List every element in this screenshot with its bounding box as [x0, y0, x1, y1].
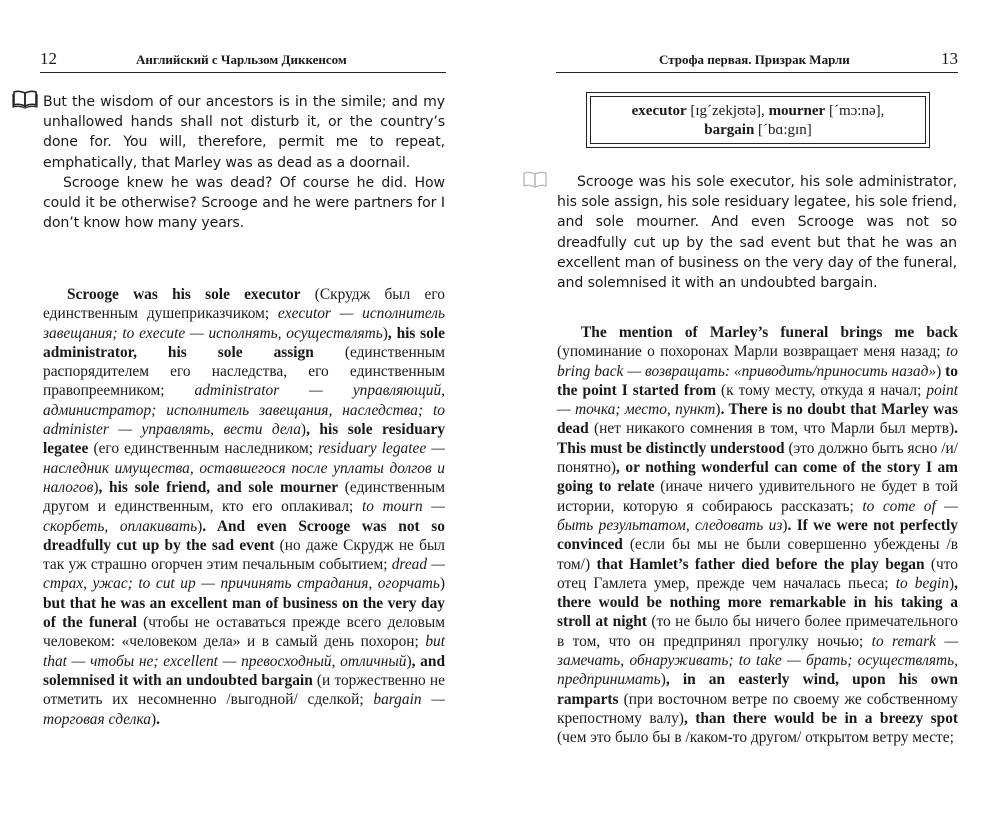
vocab-transcription: [ɪg´zekjʊtə],: [686, 103, 769, 119]
english-text-right: [557, 172, 957, 293]
vocab-transcription: [´bɑ:gɪn]: [754, 122, 812, 138]
vocabulary-box: [586, 92, 930, 148]
english-phrase: to the point I started from: [557, 362, 958, 399]
vocabulary-box-inner: [590, 96, 926, 144]
open-book-icon: [522, 170, 548, 195]
russian-gloss: (что отец Гамлета умер, прежде чем началась пьеса;: [557, 555, 958, 592]
russian-gloss: (единственным распорядителем его наследства, его единственным правопреемником;: [43, 343, 445, 400]
russian-gloss: ): [715, 401, 721, 419]
dictionary-note: residuary legatee — наследник имущества, оставшегося после уплаты долгов и налогов: [43, 440, 445, 496]
russian-gloss: (иначе ничего удивительного не будет в той истории, которую я собираюсь рассказать;: [557, 478, 958, 515]
english-phrase: The mention of Marley’s funeral brings me back: [581, 324, 958, 341]
english-phrase: , his sole residuary legatee: [43, 421, 446, 458]
vocab-word: executor: [631, 103, 687, 119]
russian-gloss: ): [382, 324, 388, 342]
russian-gloss: ): [936, 362, 942, 380]
english-paragraph: But the wisdom of our ancestors is in the simile; and my unhallowed hands shall not disturb it, or the country’s done for. You will, therefore, permit me to repeat, emphatically, that Marley was as dead as a doornail.: [43, 94, 445, 171]
russian-gloss: (и торжественно не отметить их несомненно /выгодной/ сделкой;: [43, 671, 445, 709]
page-number: 13: [941, 49, 958, 68]
english-phrase: , in an easterly wind, upon his own ramparts: [557, 671, 958, 708]
running-head-right: [556, 49, 958, 73]
russian-gloss: (чтобы не оставаться прежде всего деловым человеком: «человеком дела» и в самый день похорон;: [43, 614, 445, 651]
english-phrase: .: [156, 710, 160, 728]
russian-gloss: (если бы мы не были совершенно убеждены /в том/): [557, 536, 958, 573]
russian-gloss: (но даже Скрудж не был так уж страшно огорчен этим печальным событием;: [43, 536, 445, 574]
dictionary-note: bargain — торговая сделка: [43, 691, 446, 728]
english-phrase: Scrooge was his sole executor: [67, 286, 301, 303]
english-phrase: but that he was an excellent man of business on the very day of the funeral: [43, 594, 445, 632]
english-phrase: , or nothing wonderful can come of the story I am going to relate: [557, 459, 958, 496]
russian-gloss: (к тому месту, откуда я начал;: [716, 381, 927, 399]
russian-gloss: (его единственным наследником;: [88, 440, 319, 458]
russian-gloss: ): [782, 516, 788, 534]
russian-gloss: (Скрудж был его единственным душеприказчиком;: [43, 286, 445, 323]
russian-gloss: (нет никакого сомнения в том, что Марли был мертв): [588, 420, 955, 438]
dictionary-note: but that — чтобы не; excellent — превосходный, отличный: [43, 633, 445, 670]
english-paragraph: Scrooge knew he was dead? Of course he did. How could it be otherwise? Scrooge and he were partners for I don’t know how many years.: [43, 174, 445, 232]
english-phrase: . This must be distinctly understood: [557, 420, 958, 457]
dictionary-note: to mourn — скорбеть, оплакивать: [43, 498, 445, 535]
russian-gloss: (это должно быть ясно /и/ понятно): [557, 439, 958, 477]
english-phrase: that Hamlet’s father died before the play began: [590, 555, 925, 573]
english-phrase: , his sole administrator, his sole assign: [43, 324, 445, 361]
running-head-left: [40, 49, 446, 73]
russian-gloss: ): [93, 478, 99, 496]
vocab-transcription: [´mɔ:nə],: [825, 103, 885, 119]
english-paragraph: Scrooge was his sole executor, his sole administrator, his sole assign, his sole residuary legatee, his sole friend, and sole mourner. And even Scrooge was not so dreadfully cut up by the sad event but that he was an excellent man of business on the very day of the funeral, and solemnised it with an undoubted bargain.: [557, 174, 957, 292]
running-head-title: Английский с Чарльзом Диккенсом: [136, 52, 347, 67]
dictionary-note: executor — исполнитель завещания; to execute — исполнять, осуществлять: [43, 305, 445, 342]
russian-gloss: (то не было бы ничего более примечательного в том, что он предпринял прогулку ночью;: [557, 613, 958, 650]
dictionary-note: to come of — быть результатом, следовать из: [557, 497, 958, 534]
english-phrase: , there would be nothing more remarkable in his taking a stroll at night: [557, 574, 958, 631]
russian-gloss: (при восточном ветре по своему же собственному крепостному валу): [557, 690, 958, 727]
english-phrase: . There is no doubt that Marley was dead: [557, 401, 958, 438]
english-phrase: . If we were not perfectly convinced: [557, 516, 958, 554]
english-text-left: [43, 92, 445, 233]
russian-gloss: ): [150, 710, 157, 728]
english-phrase: , than there would be in a breezy spot: [683, 709, 959, 727]
commentary-paragraph: [43, 285, 445, 729]
dictionary-note: to bring back — возвращать: «приводить/приносить назад»: [557, 343, 958, 380]
russian-gloss: (единственным другом и единственным, кто его оплакивал;: [43, 478, 445, 516]
russian-gloss: (упоминание о похоронах Марли возвращает меня назад;: [557, 343, 947, 361]
russian-gloss: ): [660, 671, 666, 689]
dictionary-note: administrator — управляющий, администратор; исполнитель завещания, наследства; to administer — управлять, вести дела: [43, 382, 446, 439]
page-number: 12: [40, 49, 57, 68]
commentary-right: [557, 323, 958, 748]
english-phrase: . And even Scrooge was not so dreadfully cut up by the sad event: [43, 517, 445, 554]
english-phrase: , his sole friend, and sole mourner: [98, 478, 339, 496]
russian-gloss: ): [197, 517, 203, 535]
russian-gloss: (чем это было бы в /каком-то другом/ открытом ветру месте;: [557, 729, 954, 747]
english-phrase: , and solemnised it with an undoubted bargain: [43, 652, 445, 689]
commentary-paragraph: [557, 323, 958, 748]
commentary-left: [43, 285, 445, 729]
right-page: [500, 0, 1000, 822]
dictionary-note: to remark — замечать, обнаруживать; to take — брать; осуществлять, предпринимать: [557, 632, 959, 689]
vocab-word: mourner: [768, 103, 826, 119]
running-head-title: Строфа первая. Призрак Марли: [659, 52, 850, 67]
open-book-icon: [12, 89, 38, 114]
russian-gloss: ): [439, 575, 445, 593]
dictionary-note: point — точка; место, пункт: [557, 381, 959, 419]
dictionary-note: to begin: [895, 574, 949, 592]
russian-gloss: ): [300, 421, 307, 439]
russian-gloss: ): [406, 652, 412, 670]
dictionary-note: dread — страх, ужас; to cut up — причинять страдания, огорчать: [43, 556, 445, 593]
vocab-word: bargain: [704, 122, 755, 138]
russian-gloss: ): [949, 574, 955, 592]
